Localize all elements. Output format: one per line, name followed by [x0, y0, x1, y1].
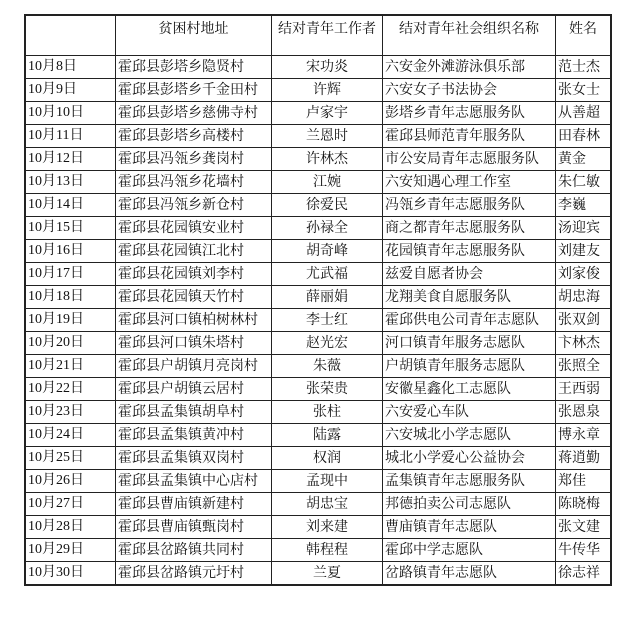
cell-name: 陈晓梅: [556, 493, 612, 516]
cell-village-address: 霍邱县岔路镇元圩村: [116, 562, 272, 586]
table-row: [25, 125, 611, 148]
cell-organization: 六安城北小学志愿队: [383, 424, 556, 447]
cell-name: 牛传华: [556, 539, 612, 562]
cell-village-address: 霍邱县冯瓴乡新仓村: [116, 194, 272, 217]
cell-name: 朱仁敏: [556, 171, 612, 194]
cell-name: 张照全: [556, 355, 612, 378]
cell-youth-worker: 赵光宏: [272, 332, 383, 355]
cell-village-address: 霍邱县孟集镇黄冲村: [116, 424, 272, 447]
cell-organization: 市公安局青年志愿服务队: [383, 148, 556, 171]
cell-youth-worker: 韩程程: [272, 539, 383, 562]
cell-name: 张女士: [556, 79, 612, 102]
cell-organization: 岔路镇青年志愿队: [383, 562, 556, 586]
cell-organization: 户胡镇青年服务志愿队: [383, 355, 556, 378]
cell-date: 10月22日: [25, 378, 116, 401]
table-row: [25, 148, 611, 171]
cell-date: 10月28日: [25, 516, 116, 539]
cell-village-address: 霍邱县曹庙镇新建村: [116, 493, 272, 516]
cell-organization: 安徽星鑫化工志愿队: [383, 378, 556, 401]
cell-organization: 霍邱中学志愿队: [383, 539, 556, 562]
cell-youth-worker: 兰恩时: [272, 125, 383, 148]
table-row: [25, 539, 611, 562]
cell-date: 10月30日: [25, 562, 116, 586]
cell-date: 10月8日: [25, 56, 116, 79]
cell-village-address: 霍邱县孟集镇双岗村: [116, 447, 272, 470]
cell-organization: 城北小学爱心公益协会: [383, 447, 556, 470]
cell-date: 10月26日: [25, 470, 116, 493]
cell-date: 10月14日: [25, 194, 116, 217]
header-row: [25, 15, 611, 56]
cell-organization: 六安爱心车队: [383, 401, 556, 424]
table-row: [25, 424, 611, 447]
cell-youth-worker: 朱薇: [272, 355, 383, 378]
cell-organization: 商之都青年志愿服务队: [383, 217, 556, 240]
cell-date: 10月24日: [25, 424, 116, 447]
table-row: [25, 240, 611, 263]
cell-youth-worker: 宋功炎: [272, 56, 383, 79]
cell-village-address: 霍邱县花园镇江北村: [116, 240, 272, 263]
cell-youth-worker: 徐爱民: [272, 194, 383, 217]
cell-date: 10月27日: [25, 493, 116, 516]
cell-youth-worker: 江婉: [272, 171, 383, 194]
cell-date: 10月9日: [25, 79, 116, 102]
table-row: [25, 355, 611, 378]
cell-village-address: 霍邱县彭塔乡高楼村: [116, 125, 272, 148]
cell-village-address: 霍邱县彭塔乡隐贤村: [116, 56, 272, 79]
cell-date: 10月11日: [25, 125, 116, 148]
cell-name: 张文建: [556, 516, 612, 539]
cell-organization: 兹爱自愿者协会: [383, 263, 556, 286]
cell-youth-worker: 权润: [272, 447, 383, 470]
cell-youth-worker: 胡忠宝: [272, 493, 383, 516]
header-date: [25, 15, 116, 56]
cell-name: 刘家俊: [556, 263, 612, 286]
cell-village-address: 霍邱县孟集镇中心店村: [116, 470, 272, 493]
cell-village-address: 霍邱县花园镇天竹村: [116, 286, 272, 309]
cell-name: 田春林: [556, 125, 612, 148]
table-row: [25, 447, 611, 470]
table-row: [25, 516, 611, 539]
cell-name: 汤迎宾: [556, 217, 612, 240]
cell-village-address: 霍邱县岔路镇共同村: [116, 539, 272, 562]
table-row: [25, 56, 611, 79]
table-row: [25, 401, 611, 424]
cell-name: 王西弱: [556, 378, 612, 401]
cell-youth-worker: 张荣贵: [272, 378, 383, 401]
cell-youth-worker: 孙禄全: [272, 217, 383, 240]
table-row: [25, 378, 611, 401]
cell-organization: 六安女子书法协会: [383, 79, 556, 102]
cell-village-address: 霍邱县曹庙镇甄岗村: [116, 516, 272, 539]
cell-youth-worker: 孟现中: [272, 470, 383, 493]
table-row: [25, 171, 611, 194]
cell-organization: 河口镇青年服务志愿队: [383, 332, 556, 355]
cell-date: 10月15日: [25, 217, 116, 240]
volunteer-pairing-table: [24, 14, 612, 586]
cell-organization: 邦德拍卖公司志愿队: [383, 493, 556, 516]
cell-organization: 曹庙镇青年志愿队: [383, 516, 556, 539]
cell-youth-worker: 许辉: [272, 79, 383, 102]
cell-date: 10月12日: [25, 148, 116, 171]
cell-youth-worker: 卢家宇: [272, 102, 383, 125]
header-organization: 结对青年社会组织名称: [383, 15, 556, 56]
cell-organization: 彭塔乡青年志愿服务队: [383, 102, 556, 125]
table-row: [25, 332, 611, 355]
cell-name: 张恩泉: [556, 401, 612, 424]
cell-youth-worker: 薛丽娟: [272, 286, 383, 309]
cell-youth-worker: 许林杰: [272, 148, 383, 171]
cell-name: 张双剑: [556, 309, 612, 332]
cell-name: 博永章: [556, 424, 612, 447]
cell-village-address: 霍邱县河口镇朱塔村: [116, 332, 272, 355]
cell-date: 10月21日: [25, 355, 116, 378]
cell-organization: 六安知遇心理工作室: [383, 171, 556, 194]
cell-youth-worker: 张柱: [272, 401, 383, 424]
cell-name: 刘建友: [556, 240, 612, 263]
table-row: [25, 263, 611, 286]
cell-name: 卞林杰: [556, 332, 612, 355]
cell-name: 从善超: [556, 102, 612, 125]
cell-youth-worker: 尤武福: [272, 263, 383, 286]
cell-date: 10月25日: [25, 447, 116, 470]
header-village-address: 贫困村地址: [116, 15, 272, 56]
cell-youth-worker: 刘来建: [272, 516, 383, 539]
cell-organization: 霍邱县师范青年服务队: [383, 125, 556, 148]
cell-date: 10月19日: [25, 309, 116, 332]
cell-organization: 霍邱供电公司青年志愿队: [383, 309, 556, 332]
table-row: [25, 79, 611, 102]
table-row: [25, 102, 611, 125]
header-name: 姓名: [556, 15, 612, 56]
cell-village-address: 霍邱县河口镇柏树林村: [116, 309, 272, 332]
cell-village-address: 霍邱县户胡镇月亮岗村: [116, 355, 272, 378]
table-row: [25, 309, 611, 332]
cell-name: 李巍: [556, 194, 612, 217]
cell-village-address: 霍邱县户胡镇云居村: [116, 378, 272, 401]
table-row: [25, 217, 611, 240]
cell-village-address: 霍邱县孟集镇胡阜村: [116, 401, 272, 424]
cell-date: 10月17日: [25, 263, 116, 286]
cell-date: 10月10日: [25, 102, 116, 125]
table-row: [25, 493, 611, 516]
cell-date: 10月13日: [25, 171, 116, 194]
cell-organization: 六安金外滩游泳俱乐部: [383, 56, 556, 79]
cell-village-address: 霍邱县彭塔乡千金田村: [116, 79, 272, 102]
cell-organization: 孟集镇青年志愿服务队: [383, 470, 556, 493]
cell-village-address: 霍邱县彭塔乡慈佛寺村: [116, 102, 272, 125]
cell-date: 10月20日: [25, 332, 116, 355]
cell-organization: 冯瓴乡青年志愿服务队: [383, 194, 556, 217]
table-row: [25, 470, 611, 493]
cell-date: 10月18日: [25, 286, 116, 309]
cell-name: 胡忠海: [556, 286, 612, 309]
table-row: [25, 286, 611, 309]
table-row: [25, 194, 611, 217]
cell-village-address: 霍邱县冯瓴乡花墙村: [116, 171, 272, 194]
cell-name: 郑佳: [556, 470, 612, 493]
cell-name: 范士杰: [556, 56, 612, 79]
cell-organization: 龙翔美食自愿服务队: [383, 286, 556, 309]
table-row: [25, 562, 611, 586]
cell-date: 10月23日: [25, 401, 116, 424]
cell-youth-worker: 陆露: [272, 424, 383, 447]
header-youth-worker: 结对青年工作者: [272, 15, 383, 56]
cell-name: 蒋逍勤: [556, 447, 612, 470]
cell-youth-worker: 兰夏: [272, 562, 383, 586]
cell-youth-worker: 李士红: [272, 309, 383, 332]
cell-name: 徐志祥: [556, 562, 612, 586]
cell-village-address: 霍邱县花园镇安业村: [116, 217, 272, 240]
cell-date: 10月29日: [25, 539, 116, 562]
cell-village-address: 霍邱县花园镇刘李村: [116, 263, 272, 286]
cell-organization: 花园镇青年志愿服务队: [383, 240, 556, 263]
cell-date: 10月16日: [25, 240, 116, 263]
cell-village-address: 霍邱县冯瓴乡龚岗村: [116, 148, 272, 171]
cell-youth-worker: 胡奇峰: [272, 240, 383, 263]
cell-name: 黄金: [556, 148, 612, 171]
